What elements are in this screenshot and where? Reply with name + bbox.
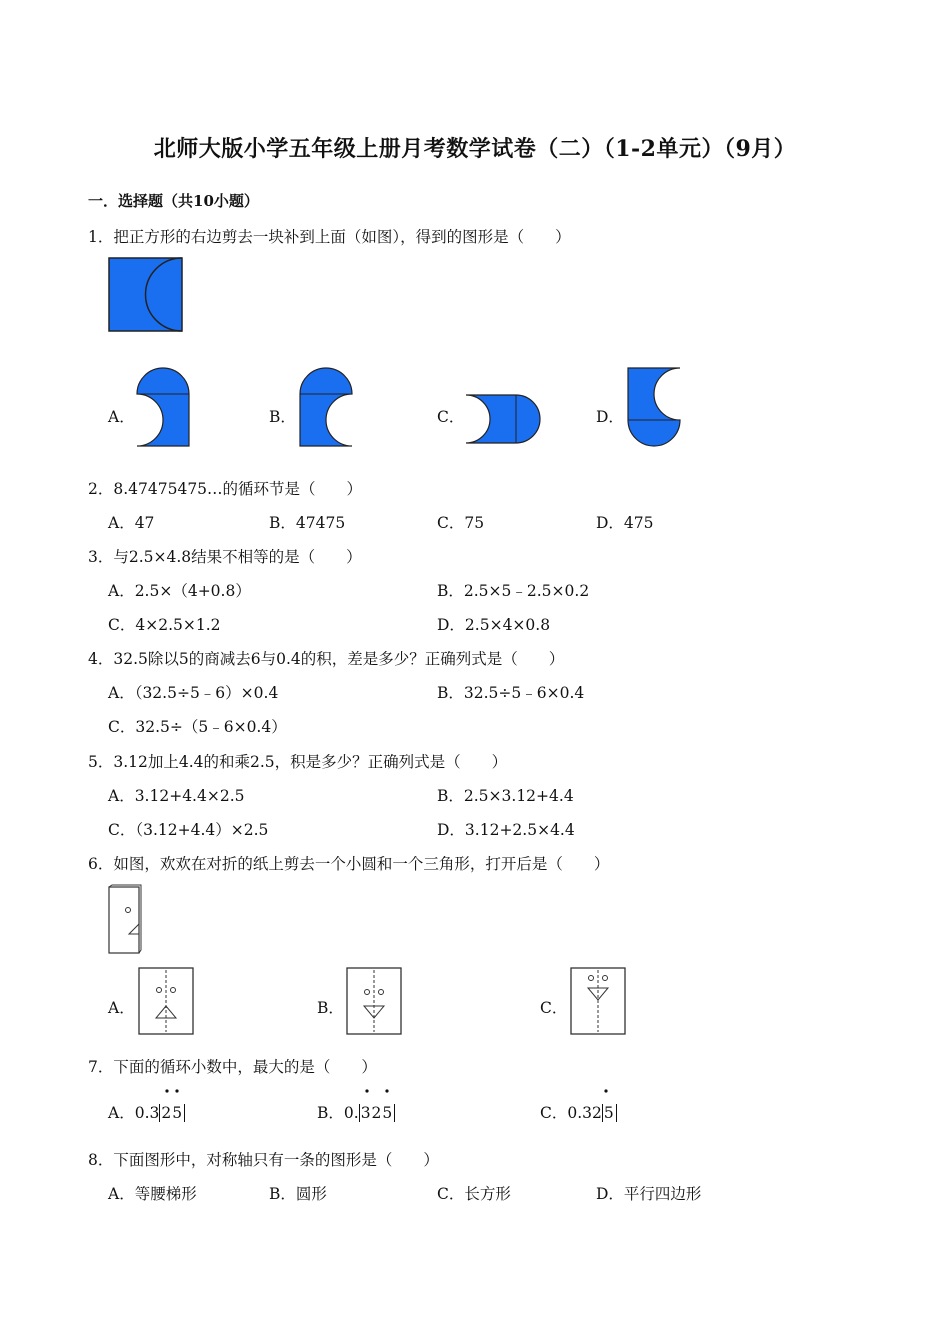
q5-option-a[interactable]: A．3.12+4.4×2.5 bbox=[108, 787, 245, 805]
q5-option-b[interactable]: B．2.5×3.12+4.4 bbox=[437, 787, 574, 805]
question-4-text: 4．32.5除以5的商减去6与0.4的积，差是多少？正确列式是（ ） bbox=[88, 650, 565, 668]
q2-option-b[interactable]: B．47475 bbox=[269, 514, 346, 532]
q4-option-c[interactable]: C．32.5÷（5﹣6×0.4） bbox=[108, 718, 287, 736]
q4-option-a[interactable]: A．（32.5÷5﹣6）×0.4 bbox=[108, 684, 279, 702]
section-heading: 一．选择题（共10小题） bbox=[88, 192, 259, 210]
q7-option-a-label: A． bbox=[108, 1104, 135, 1122]
q2-option-a[interactable]: A．47 bbox=[108, 514, 155, 532]
q7-option-c-label: C． bbox=[540, 1104, 568, 1122]
q3-option-a[interactable]: A．2.5×（4+0.8） bbox=[108, 582, 251, 600]
page-title: 北师大版小学五年级上册月考数学试卷（二）（1-2单元）（9月） bbox=[153, 136, 797, 162]
q7-option-b-repeating-digits: 325 bbox=[360, 1104, 394, 1122]
q8-option-c[interactable]: C．长方形 bbox=[437, 1185, 511, 1203]
question-1-text: 1．把正方形的右边剪去一块补到上面（如图），得到的图形是（ ） bbox=[88, 228, 571, 246]
q1-option-b-label[interactable]: B． bbox=[269, 408, 296, 426]
q6-option-c-label[interactable]: C． bbox=[540, 999, 568, 1017]
question-5-text: 5．3.12加上4.4的和乘2.5，积是多少？正确列式是（ ） bbox=[88, 753, 508, 771]
question-6-text: 6．如图，欢欢在对折的纸上剪去一个小圆和一个三角形，打开后是（ ） bbox=[88, 855, 610, 873]
q3-option-d[interactable]: D．2.5×4×0.8 bbox=[437, 616, 551, 634]
question-2-text: 2．8.47475475…的循环节是（ ） bbox=[88, 480, 363, 498]
q4-option-b[interactable]: B．32.5÷5﹣6×0.4 bbox=[437, 684, 585, 702]
q7-option-b-plain-digits: 0. bbox=[343, 1104, 359, 1122]
question-7-text: 7．下面的循环小数中，最大的是（ ） bbox=[88, 1058, 377, 1076]
question-8-text: 8．下面图形中，对称轴只有一条的图形是（ ） bbox=[88, 1151, 439, 1169]
q1-option-d-label[interactable]: D． bbox=[596, 408, 624, 426]
q7-option-a-repeating-digits: 25 bbox=[161, 1104, 184, 1122]
question-3-text: 3．与2.5×4.8结果不相等的是（ ） bbox=[88, 548, 362, 566]
q1-option-a-label[interactable]: A． bbox=[108, 408, 135, 426]
q5-option-c[interactable]: C．（3.12+4.4）×2.5 bbox=[108, 821, 269, 839]
q7-option-c-plain-digits: 0.32 bbox=[567, 1104, 602, 1122]
q2-option-c[interactable]: C．75 bbox=[437, 514, 485, 532]
q6-option-a-label[interactable]: A． bbox=[108, 999, 135, 1017]
q3-option-c[interactable]: C．4×2.5×1.2 bbox=[108, 616, 221, 634]
q2-option-d[interactable]: D．475 bbox=[596, 514, 654, 532]
q7-option-c-repeating-digits: 5 bbox=[603, 1104, 615, 1122]
q5-option-d[interactable]: D．3.12+2.5×4.4 bbox=[437, 821, 575, 839]
q8-option-a[interactable]: A．等腰梯形 bbox=[108, 1185, 197, 1203]
q7-option-b-label: B． bbox=[317, 1104, 344, 1122]
q1-option-c-label[interactable]: C． bbox=[437, 408, 465, 426]
q3-option-b[interactable]: B．2.5×5﹣2.5×0.2 bbox=[437, 582, 590, 600]
q6-option-b-label[interactable]: B． bbox=[317, 999, 344, 1017]
q7-option-a-plain-digits: 0.3 bbox=[134, 1104, 160, 1122]
q8-option-d[interactable]: D．平行四边形 bbox=[596, 1185, 702, 1203]
q8-option-b[interactable]: B．圆形 bbox=[269, 1185, 327, 1203]
